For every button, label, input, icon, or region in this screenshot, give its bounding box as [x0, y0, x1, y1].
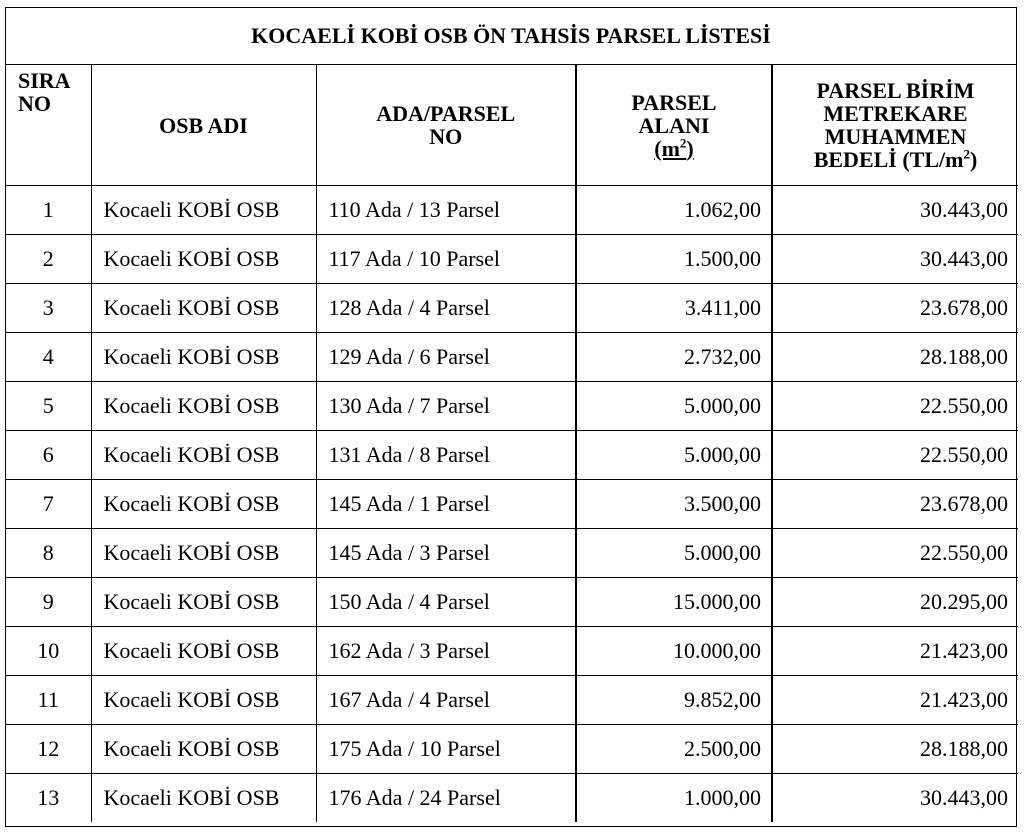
cell-sira-no: 8	[6, 529, 91, 578]
cell-birim-bedel: 28.188,00	[772, 725, 1018, 774]
cell-parsel-alani: 9.852,00	[576, 676, 772, 725]
cell-osb-adi: Kocaeli KOBİ OSB	[91, 382, 316, 431]
header-alan-unit-open: (m	[654, 135, 680, 161]
cell-parsel-alani: 10.000,00	[576, 627, 772, 676]
cell-sira-no: 10	[6, 627, 91, 676]
cell-parsel-alani: 2.500,00	[576, 725, 772, 774]
cell-parsel-alani: 15.000,00	[576, 578, 772, 627]
cell-sira-no: 3	[6, 284, 91, 333]
parcel-list-document	[5, 7, 1017, 827]
cell-parsel-alani: 3.500,00	[576, 480, 772, 529]
cell-birim-bedel: 23.678,00	[772, 284, 1018, 333]
parcel-table	[6, 65, 1018, 822]
cell-ada-parsel: 128 Ada / 4 Parsel	[316, 284, 576, 333]
table-header-row	[6, 65, 1018, 186]
cell-osb-adi: Kocaeli KOBİ OSB	[91, 627, 316, 676]
cell-sira-no: 6	[6, 431, 91, 480]
cell-birim-bedel: 21.423,00	[772, 627, 1018, 676]
header-bedel-line4-text: BEDELİ (TL/m	[813, 147, 964, 172]
cell-ada-parsel: 175 Ada / 10 Parsel	[316, 725, 576, 774]
cell-birim-bedel: 22.550,00	[772, 382, 1018, 431]
cell-osb-adi: Kocaeli KOBİ OSB	[91, 725, 316, 774]
cell-birim-bedel: 22.550,00	[772, 529, 1018, 578]
cell-osb-adi: Kocaeli KOBİ OSB	[91, 480, 316, 529]
header-parsel-alani	[576, 65, 772, 186]
table-row	[6, 529, 1018, 578]
table-row	[6, 284, 1018, 333]
cell-osb-adi: Kocaeli KOBİ OSB	[91, 529, 316, 578]
header-bedel-line4-sup: 2	[963, 146, 970, 162]
header-sira-no	[6, 65, 91, 186]
cell-ada-parsel: 130 Ada / 7 Parsel	[316, 382, 576, 431]
cell-osb-adi: Kocaeli KOBİ OSB	[91, 676, 316, 725]
cell-parsel-alani: 1.062,00	[576, 186, 772, 235]
table-row	[6, 725, 1018, 774]
cell-parsel-alani: 2.732,00	[576, 333, 772, 382]
cell-sira-no: 12	[6, 725, 91, 774]
table-row	[6, 333, 1018, 382]
header-alan-line1: PARSEL	[631, 89, 717, 115]
cell-osb-adi: Kocaeli KOBİ OSB	[91, 235, 316, 284]
table-row	[6, 480, 1018, 529]
cell-ada-parsel: 129 Ada / 6 Parsel	[316, 333, 576, 382]
header-alan-unit-close: )	[686, 135, 694, 161]
cell-sira-no: 11	[6, 676, 91, 725]
header-bedel-line2: METREKARE	[823, 101, 968, 126]
cell-parsel-alani: 1.000,00	[576, 774, 772, 823]
cell-birim-bedel: 30.443,00	[772, 235, 1018, 284]
cell-birim-bedel: 22.550,00	[772, 431, 1018, 480]
cell-parsel-alani: 1.500,00	[576, 235, 772, 284]
table-row	[6, 186, 1018, 235]
cell-birim-bedel: 30.443,00	[772, 186, 1018, 235]
cell-osb-adi: Kocaeli KOBİ OSB	[91, 186, 316, 235]
header-alan-unit	[587, 137, 761, 160]
cell-ada-parsel: 110 Ada / 13 Parsel	[316, 186, 576, 235]
header-bedel-line1: PARSEL BİRİM	[816, 78, 975, 103]
table-row	[6, 382, 1018, 431]
cell-sira-no: 2	[6, 235, 91, 284]
cell-sira-no: 7	[6, 480, 91, 529]
document-title: KOCAELİ KOBİ OSB ÖN TAHSİS PARSEL LİSTESİ	[6, 8, 1016, 65]
table-row	[6, 578, 1018, 627]
cell-ada-parsel: 117 Ada / 10 Parsel	[316, 235, 576, 284]
cell-birim-bedel: 23.678,00	[772, 480, 1018, 529]
header-ada-line2: NO	[429, 124, 463, 149]
header-bedel-line4-close: )	[969, 147, 978, 172]
cell-birim-bedel: 28.188,00	[772, 333, 1018, 382]
cell-sira-no: 5	[6, 382, 91, 431]
cell-osb-adi: Kocaeli KOBİ OSB	[91, 431, 316, 480]
cell-parsel-alani: 5.000,00	[576, 382, 772, 431]
cell-birim-bedel: 30.443,00	[772, 774, 1018, 823]
cell-ada-parsel: 176 Ada / 24 Parsel	[316, 774, 576, 823]
table-row	[6, 627, 1018, 676]
cell-sira-no: 1	[6, 186, 91, 235]
cell-osb-adi: Kocaeli KOBİ OSB	[91, 578, 316, 627]
cell-ada-parsel: 131 Ada / 8 Parsel	[316, 431, 576, 480]
cell-parsel-alani: 5.000,00	[576, 529, 772, 578]
cell-ada-parsel: 150 Ada / 4 Parsel	[316, 578, 576, 627]
cell-ada-parsel: 162 Ada / 3 Parsel	[316, 627, 576, 676]
cell-birim-bedel: 20.295,00	[772, 578, 1018, 627]
header-ada-parsel-no	[316, 65, 576, 186]
cell-osb-adi: Kocaeli KOBİ OSB	[91, 333, 316, 382]
header-sira-line2: NO	[18, 91, 51, 116]
header-bedel-line4	[783, 148, 1008, 171]
cell-sira-no: 4	[6, 333, 91, 382]
header-birim-bedel	[772, 65, 1018, 186]
cell-sira-no: 13	[6, 774, 91, 823]
table-row	[6, 774, 1018, 823]
cell-parsel-alani: 5.000,00	[576, 431, 772, 480]
cell-birim-bedel: 21.423,00	[772, 676, 1018, 725]
cell-ada-parsel: 145 Ada / 3 Parsel	[316, 529, 576, 578]
header-osb-adi: OSB ADI	[91, 65, 316, 186]
header-sira-line1: SIRA	[18, 68, 71, 93]
table-row	[6, 235, 1018, 284]
header-ada-line1: ADA/PARSEL	[376, 101, 516, 126]
cell-osb-adi: Kocaeli KOBİ OSB	[91, 284, 316, 333]
cell-osb-adi: Kocaeli KOBİ OSB	[91, 774, 316, 823]
cell-ada-parsel: 167 Ada / 4 Parsel	[316, 676, 576, 725]
table-row	[6, 431, 1018, 480]
header-alan-line2: ALANI	[638, 112, 710, 138]
cell-ada-parsel: 145 Ada / 1 Parsel	[316, 480, 576, 529]
header-alan-unit-sup: 2	[679, 135, 687, 151]
header-bedel-line3: MUHAMMEN	[824, 124, 967, 149]
cell-parsel-alani: 3.411,00	[576, 284, 772, 333]
table-row	[6, 676, 1018, 725]
cell-sira-no: 9	[6, 578, 91, 627]
